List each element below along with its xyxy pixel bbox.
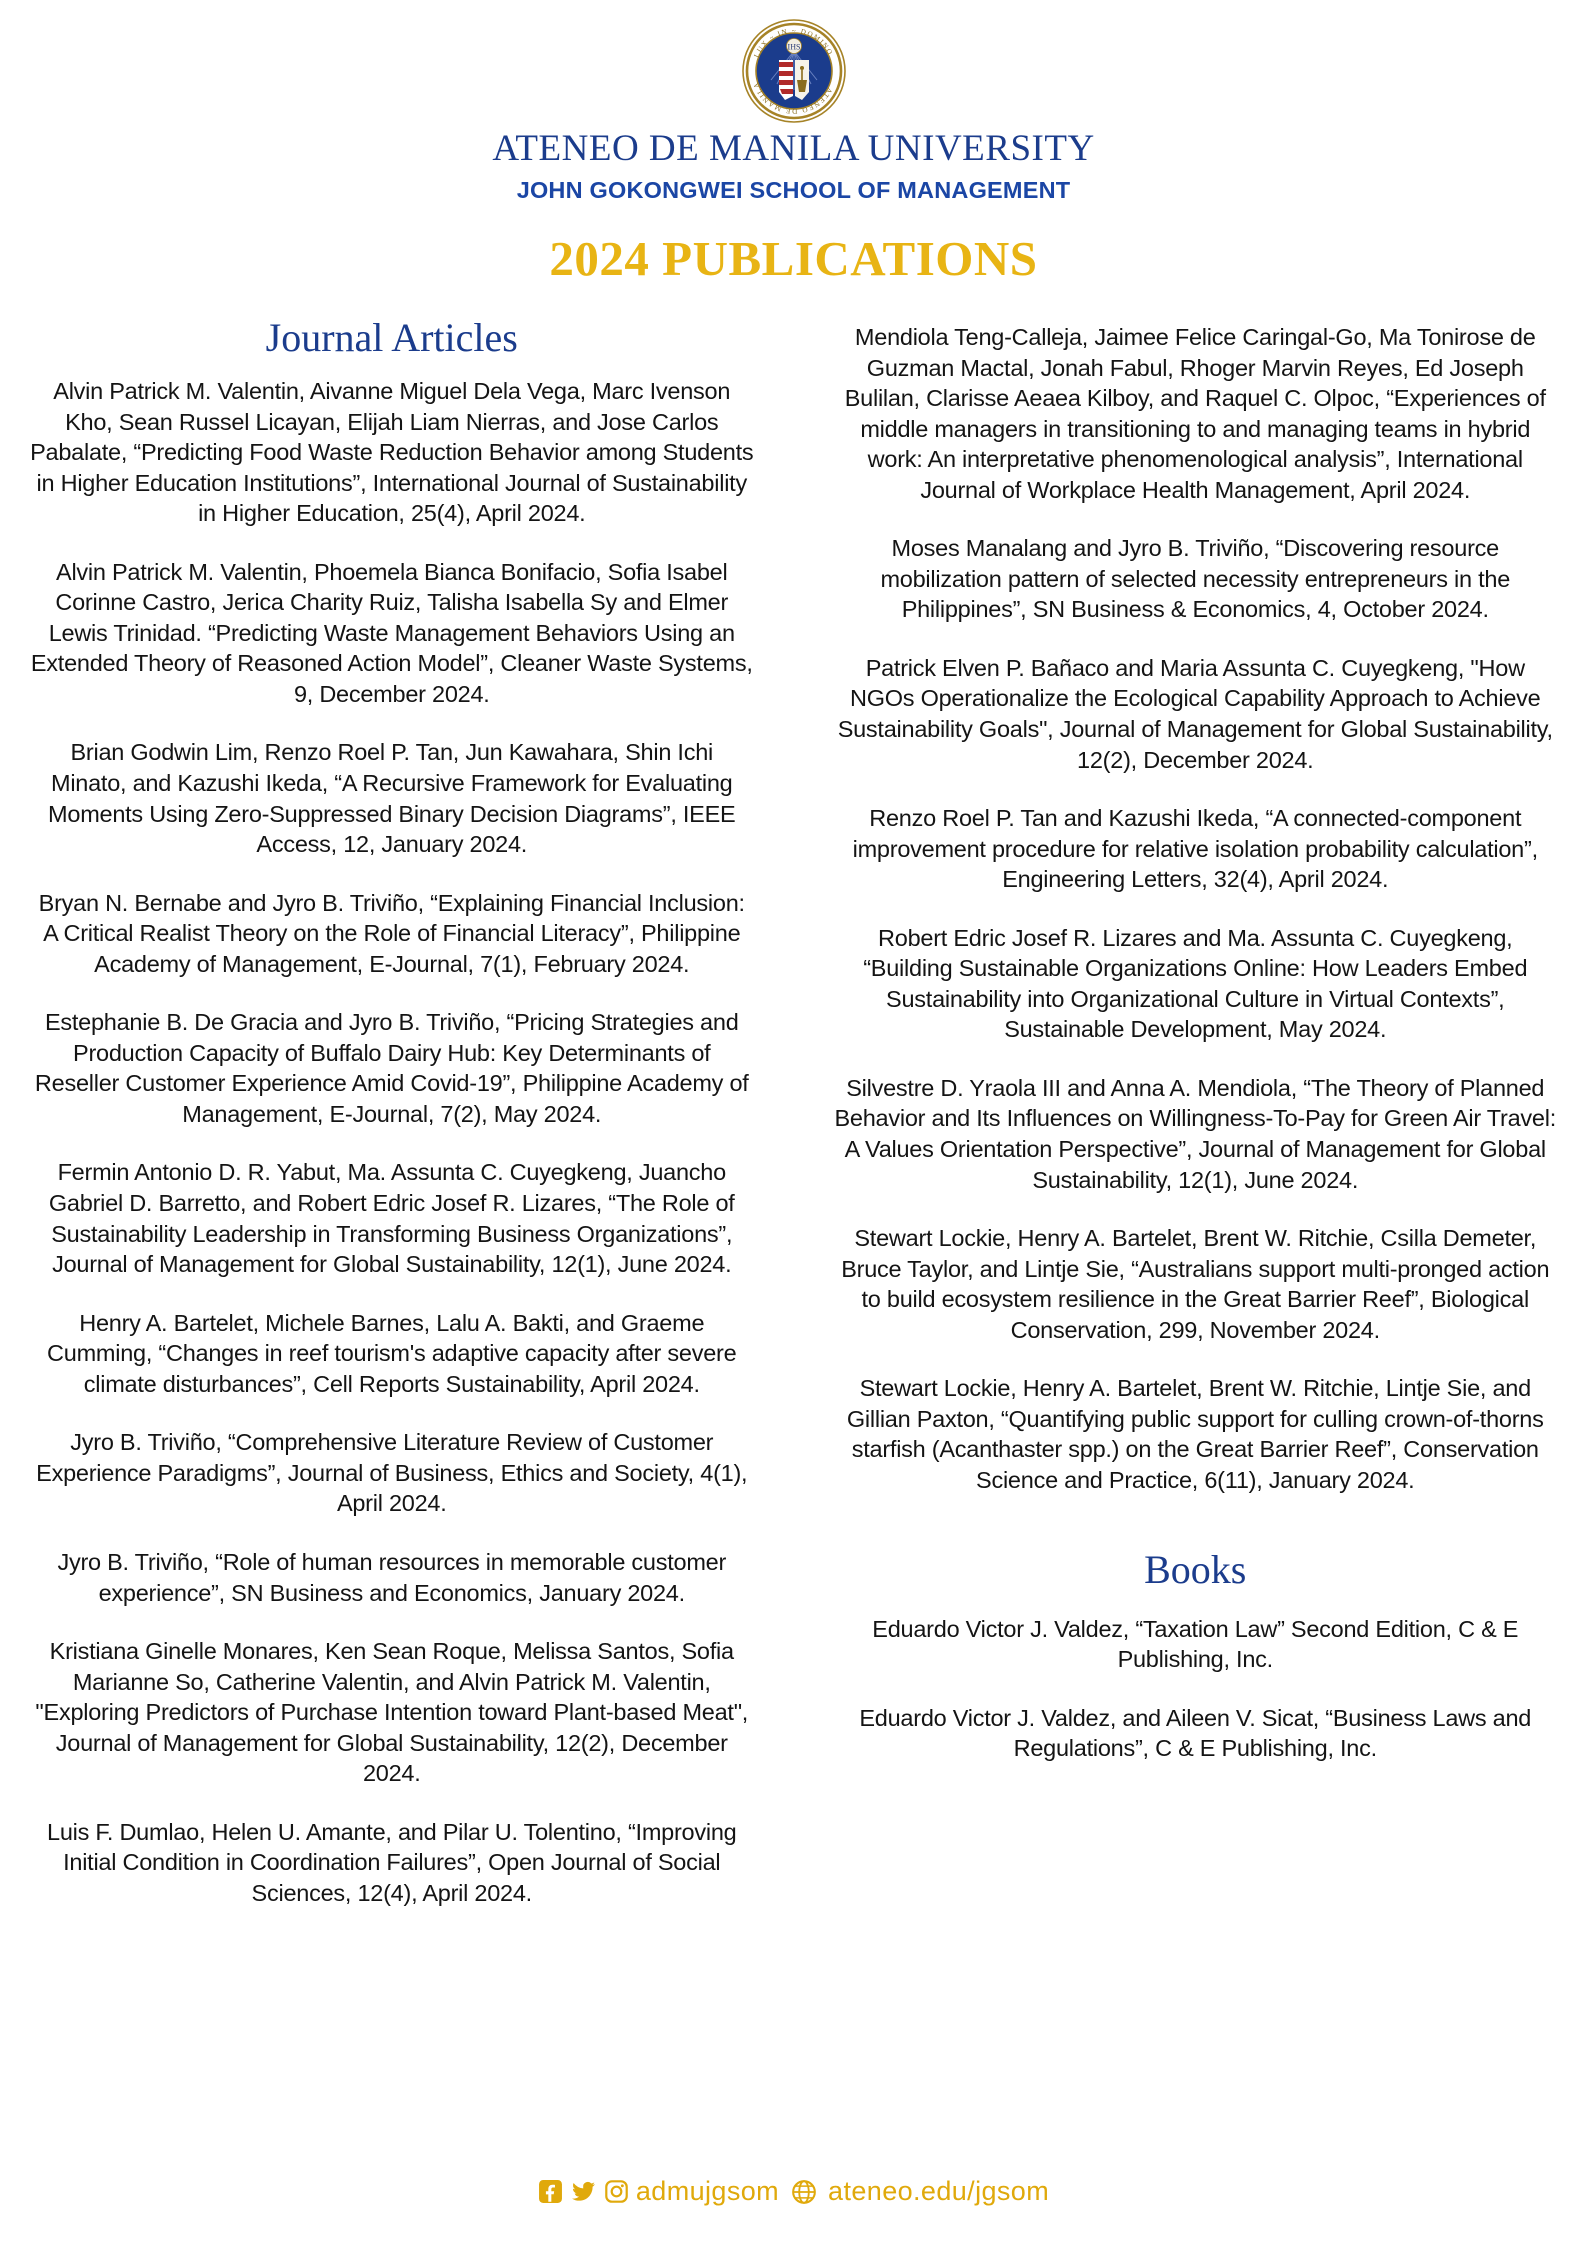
school-name: JOHN GOKONGWEI SCHOOL OF MANAGEMENT bbox=[516, 176, 1071, 203]
book-entry: Eduardo Victor J. Valdez, “Taxation Law” Second Edition, C & E Publishing, Inc. bbox=[872, 1615, 1519, 1673]
journal-article-entry: Renzo Roel P. Tan and Kazushi Ikeda, “A connected-component improvement procedure for relative isolation probability calculation”, Engineering Letters, 32(4), April 2024. bbox=[852, 805, 1538, 893]
svg-text:LUX ~ IN ~ DOMINO: LUX ~ IN ~ DOMINO bbox=[752, 26, 834, 59]
svg-text:IHS: IHS bbox=[787, 42, 800, 52]
twitter-icon[interactable] bbox=[570, 2179, 597, 2204]
journal-article-entry: Jyro B. Triviño, “Role of human resources in memorable customer experience”, SN Business and Economics, January 2024. bbox=[57, 1548, 727, 1606]
journal-article-entry: Moses Manalang and Jyro B. Triviño, “Discovering resource mobilization pattern of selected necessity entrepreneurs in the Philippines”, SN Business & Economics, 4, October 2024. bbox=[880, 535, 1511, 623]
globe-icon[interactable] bbox=[791, 2179, 817, 2205]
ateneo-seal-icon bbox=[741, 18, 847, 124]
journal-article-entry: Alvin Patrick M. Valentin, Aivanne Miguel Dela Vega, Marc Ivenson Kho, Sean Russel Licayan, Elijah Liam Nierras, and Jose Carlos Pabalate, “Predicting Food Waste Reduction Behavior among Students in Higher Education Institutions”, International Journal of Sustainability in Higher Education, 25(4), April 2024. bbox=[30, 378, 754, 527]
journal-article-entry: Stewart Lockie, Henry A. Bartelet, Brent W. Ritchie, Csilla Demeter, Bruce Taylor, and Lintje Sie, “Australians support multi-pronged action to build ecosystem resilience in the Great Barrier Reef”, Biological Conservation, 299, November 2024. bbox=[841, 1225, 1550, 1343]
page-header bbox=[0, 0, 1587, 287]
website-url: ateneo.edu/jgsom bbox=[828, 2176, 1050, 2206]
journal-article-entry: Estephanie B. De Gracia and Jyro B. Triviño, “Pricing Strategies and Production Capacity of Buffalo Dairy Hub: Key Determinants of Reseller Customer Experience Amid Covid-19”, Philippine Academy of Management, E-Journal, 7(2), May 2024. bbox=[34, 1009, 749, 1127]
journal-article-entry: Fermin Antonio D. R. Yabut, Ma. Assunta C. Cuyegkeng, Juancho Gabriel D. Barretto, and Robert Edric Josef R. Lizares, “The Role of Sustainability Leadership in Transforming Business Organizations”, Journal of Management for Global Sustainability, 12(1), June 2024. bbox=[48, 1159, 735, 1278]
journal-article-entry: Brian Godwin Lim, Renzo Roel P. Tan, Jun Kawahara, Shin Ichi Minato, and Kazushi Ikeda, “A Recursive Framework for Evaluating Moments Using Zero-Suppressed Binary Decision Diagrams”, IEEE Access, 12, January 2024. bbox=[48, 739, 736, 858]
page-footer bbox=[0, 2176, 1587, 2207]
journal-article-entry: Mendiola Teng-Calleja, Jaimee Felice Caringal-Go, Ma Tonirose de Guzman Mactal, Jonah Fabul, Rhoger Marvin Reyes, Ed Joseph Bulilan, Clarisse Aeaea Kilboy, and Raquel C. Olpoc, “Experiences of middle managers in transitioning to and managing teams in hybrid work: An interpretative phenomenological analysis”, International Journal of Workplace Health Management, April 2024. bbox=[844, 324, 1546, 503]
journal-article-entry: Robert Edric Josef R. Lizares and Ma. Assunta C. Cuyegkeng, “Building Sustainable Organizations Online: How Leaders Embed Sustainability into Organizational Culture in Virtual Contexts”, Sustainable Development, May 2024. bbox=[863, 924, 1528, 1043]
journal-article-entry: Patrick Elven P. Bañaco and Maria Assunta C. Cuyegkeng, "How NGOs Operationalize the Ecological Capability Approach to Achieve Sustainability Goals", Journal of Management for Global Sustainability, 12(2), December 2024. bbox=[837, 654, 1553, 773]
journal-article-entry: Henry A. Bartelet, Michele Barnes, Lalu A. Bakti, and Graeme Cumming, “Changes in reef tourism's adaptive capacity after severe climate disturbances”, Cell Reports Sustainability, April 2024. bbox=[47, 1309, 737, 1397]
instagram-icon[interactable] bbox=[604, 2179, 629, 2204]
journal-article-entry: Alvin Patrick M. Valentin, Phoemela Bianca Bonifacio, Sofia Isabel Corinne Castro, Jerica Charity Ruiz, Talisha Isabella Sy and Elmer Lewis Trinidad. “Predicting Waste Management Behaviors Using an Extended Theory of Reasoned Action Model”, Cleaner Waste Systems, 9, December 2024. bbox=[30, 558, 753, 707]
publication-columns bbox=[0, 316, 1587, 1936]
journal-article-entry: Bryan N. Bernabe and Jyro B. Triviño, “Explaining Financial Inclusion: A Critical Realist Theory on the Role of Financial Literacy”, Philippine Academy of Management, E-Journal, 7(1), February 2024. bbox=[38, 889, 745, 977]
right-column bbox=[794, 316, 1587, 1792]
journal-article-entry: Kristiana Ginelle Monares, Ken Sean Roque, Melissa Santos, Sofia Marianne So, Catherine Valentin, and Alvin Patrick M. Valentin, "Exploring Predictors of Purchase Intention toward Plant-based Meat", Journal of Management for Global Sustainability, 12(2), December 2024. bbox=[35, 1638, 749, 1787]
journal-articles-heading: Journal Articles bbox=[265, 315, 518, 360]
social-handle: admujgsom bbox=[635, 2176, 780, 2206]
journal-article-entry: Jyro B. Triviño, “Comprehensive Literature Review of Customer Experience Paradigms”, Journal of Business, Ethics and Society, 4(1), April 2024. bbox=[36, 1429, 748, 1517]
books-heading: Books bbox=[1144, 1546, 1247, 1592]
journal-article-entry: Silvestre D. Yraola III and Anna A. Mendiola, “The Theory of Planned Behavior and Its Influences on Willingness-To-Pay for Green Air Travel: A Values Orientation Perspective”, Journal of Management for Global Sustainability, 12(1), June 2024. bbox=[834, 1074, 1557, 1193]
facebook-icon[interactable] bbox=[538, 2179, 563, 2204]
page-title: 2024 PUBLICATIONS bbox=[549, 230, 1038, 286]
journal-article-entry: Stewart Lockie, Henry A. Bartelet, Brent W. Ritchie, Lintje Sie, and Gillian Paxton, “Quantifying public support for culling crown-of-thorns starfish (Acanthaster spp.) on the Great Barrier Reef”, Conservation Science and Practice, 6(11), January 2024. bbox=[846, 1375, 1544, 1493]
left-column bbox=[0, 316, 794, 1936]
book-entry: Eduardo Victor J. Valdez, and Aileen V. Sicat, “Business Laws and Regulations”, C & E Publishing, Inc. bbox=[859, 1704, 1532, 1762]
university-name: ATENEO DE MANILA UNIVERSITY bbox=[492, 128, 1095, 169]
journal-article-entry: Luis F. Dumlao, Helen U. Amante, and Pilar U. Tolentino, “Improving Initial Condition in Coordination Failures”, Open Journal of Social Sciences, 12(4), April 2024. bbox=[47, 1818, 737, 1906]
svg-text:ATENEO DE MANILA: ATENEO DE MANILA bbox=[751, 80, 834, 115]
